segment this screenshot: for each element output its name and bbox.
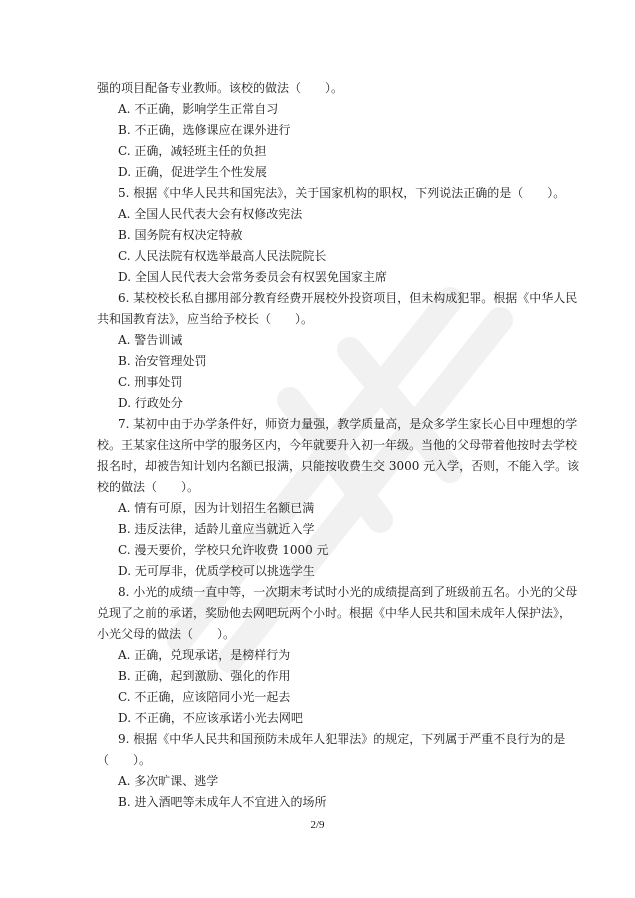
line-text: A. 正确，兑现承诺，是榜样行为 xyxy=(118,648,291,662)
line-text: D. 正确，促进学生个性发展 xyxy=(118,165,267,179)
line-text: 9. 根据《中华人民共和国预防未成年人犯罪法》的规定，下列属于严重不良行为的是 xyxy=(118,732,566,746)
line-text: B. 进入酒吧等未成年人不宜进入的场所 xyxy=(118,795,327,809)
line-text: A. 全国人民代表大会有权修改宪法 xyxy=(118,207,303,221)
line-text: 报名时，却被告知计划内名额已报满，只能按收费生交 3000 元入学，否则，不能入学。该 xyxy=(97,459,580,473)
line-text: D. 全国人民代表大会常务委员会有权罢免国家主席 xyxy=(118,270,387,284)
line-text: D. 行政处分 xyxy=(118,396,183,410)
line-text: 兑现了之前的承诺，奖励他去网吧玩两个小时。根据《中华人民共和国未成年人保护法》， xyxy=(97,606,572,620)
line-text: B. 违反法律，适龄儿童应当就近入学 xyxy=(118,522,315,536)
line-text: D. 不正确，不应该承诺小光去网吧 xyxy=(118,711,303,725)
line-text: A. 多次旷课、逃学 xyxy=(118,774,219,788)
line-text: 校。王某家住这所中学的服务区内，今年就要升入初一年级。当他的父母带着他按时去学校 xyxy=(97,438,578,452)
line-text: B. 不正确，选修课应在课外进行 xyxy=(118,123,291,137)
line-text: A. 情有可原，因为计划招生名额已满 xyxy=(118,501,315,515)
page-number: 2/9 xyxy=(310,819,325,831)
line-text: A. 警告训诫 xyxy=(118,333,183,347)
line-text: C. 正确，减轻班主任的负担 xyxy=(118,144,267,158)
line-text: C. 刑事处罚 xyxy=(118,375,183,389)
line-text: B. 治安管理处罚 xyxy=(118,354,207,368)
line-text: （ ）。 xyxy=(97,753,152,767)
line-text: 校的做法（ ）。 xyxy=(97,480,200,494)
line-text: A. 不正确，影响学生正常自习 xyxy=(118,102,279,116)
line-text: 6. 某校校长私自挪用部分教育经费开展校外投资项目，但未构成犯罪。根据《中华人民 xyxy=(118,291,578,305)
line-text: 7. 某初中由于办学条件好，师资力量强，教学质量高，是众多学生家长心目中理想的学 xyxy=(118,417,578,431)
line-text: 5. 根据《中华人民共和国宪法》，关于国家机构的职权，下列说法正确的是（ ）。 xyxy=(118,186,566,200)
line-text: 共和国教育法》，应当给予校长（ ）。 xyxy=(97,312,314,326)
line-text: C. 不正确，应该陪同小光一起去 xyxy=(118,690,291,704)
line-text: C. 漫天要价，学校只允许收费 1000 元 xyxy=(118,543,329,557)
line-text: B. 国务院有权决定特赦 xyxy=(118,228,243,242)
line-text: B. 正确，起到激励、强化的作用 xyxy=(118,669,291,683)
line-text: 强的项目配备专业教师。该校的做法（ ）。 xyxy=(97,81,344,95)
line-text: 小光父母的做法（ ）。 xyxy=(97,627,236,641)
line-text: C. 人民法院有权选举最高人民法院院长 xyxy=(118,249,327,263)
line-text: 8. 小光的成绩一直中等，一次期末考试时小光的成绩提高到了班级前五名。小光的父母 xyxy=(118,585,578,599)
line-text: D. 无可厚非，优质学校可以挑选学生 xyxy=(118,564,315,578)
